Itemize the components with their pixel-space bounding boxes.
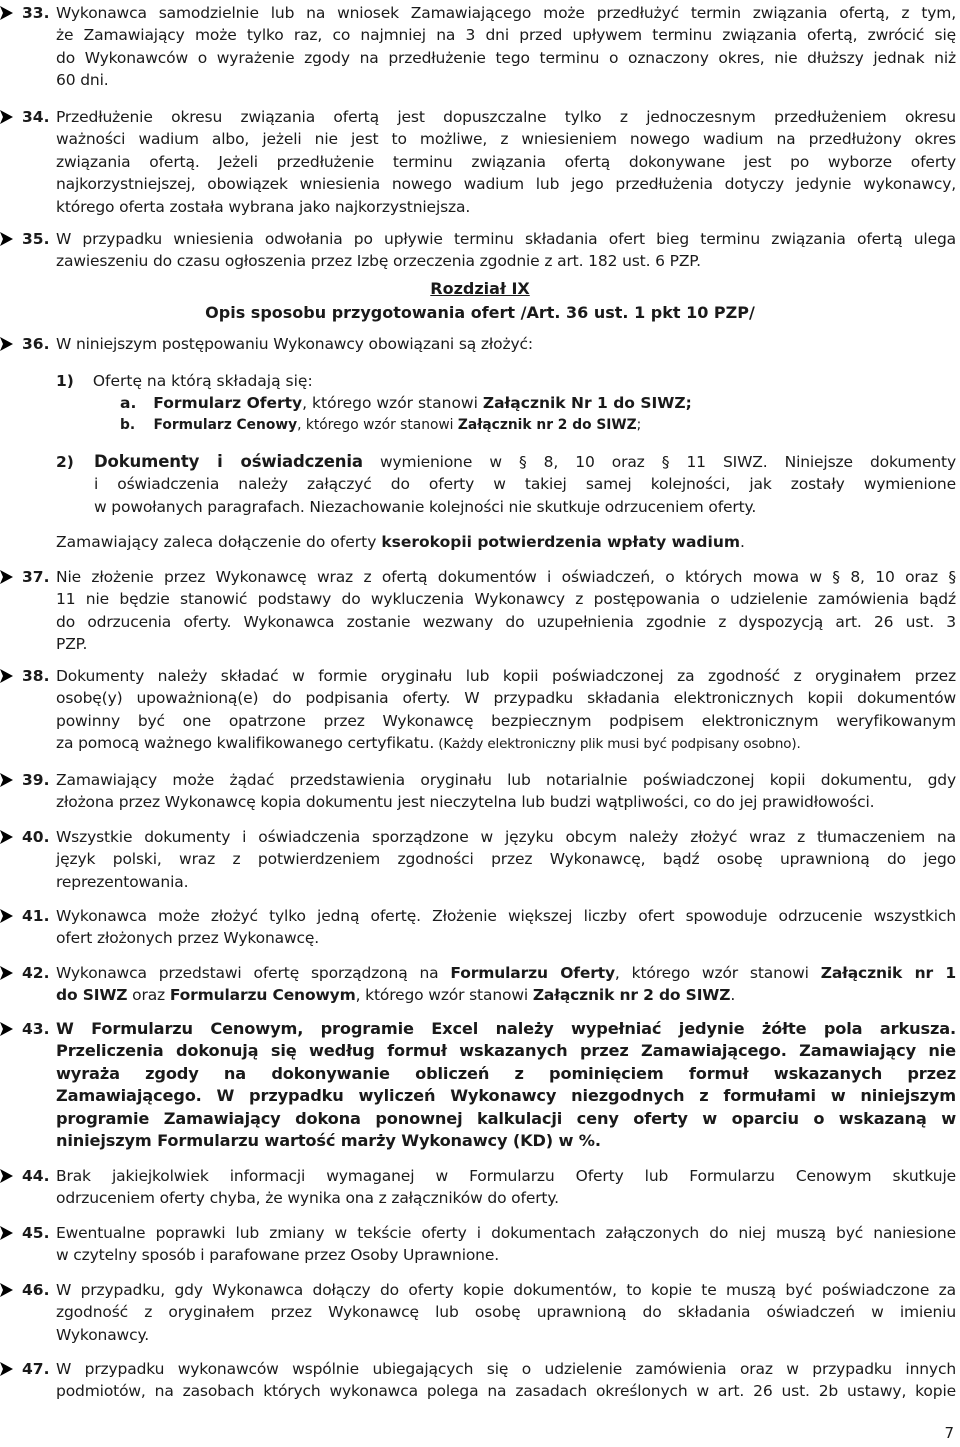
text-line: Przedłużenie okresu związania ofertą jest dopuszczalne tylko z jednoczesnym przedłużeniem okresu bbox=[56, 108, 956, 126]
paragraph-text bbox=[56, 1018, 956, 1152]
text-line: Wykonawca samodzielnie lub na wniosek Zamawiającego może przedłużyć termin związania ofertą, z tym, bbox=[56, 4, 956, 22]
text-line: zgodność z oryginałem przez Wykonawcę lub osobę uprawnioną do składania oświadczeń w imieniu bbox=[56, 1303, 956, 1322]
paragraph-text bbox=[56, 566, 956, 656]
text: . bbox=[740, 533, 745, 551]
text-line: 11 nie będzie stanowić podstawy do wykluczenia Wykonawcy z postępowania o udzielenie zamówienia bądź bbox=[56, 590, 956, 609]
paragraph-number: 38. bbox=[22, 667, 50, 685]
bold-text: Załącznik nr 2 do SIWZ bbox=[532, 986, 731, 1005]
paragraph-text bbox=[56, 333, 956, 355]
text-line: złożona przez Wykonawcę kopia dokumentu jest nieczytelna lub budzi wątpliwości, co do jej prawidłowości. bbox=[56, 793, 875, 812]
text-line: którego oferta została wybrana jako najkorzystniejsza. bbox=[56, 197, 471, 216]
text: , którego wzór stanowi bbox=[614, 964, 821, 982]
text-line bbox=[56, 984, 956, 1006]
text: oraz bbox=[127, 986, 170, 1005]
bold-text: Formularzu Oferty bbox=[450, 964, 615, 982]
text-line: niniejszym Formularzu wartość marży Wykonawcy (KD) w %. bbox=[56, 1131, 601, 1151]
text-line: Dokumenty należy składać w formie oryginału lub kopii poświadczonej za zgodność z oryginałem przez bbox=[56, 667, 956, 685]
paragraph-number: 47. bbox=[22, 1360, 50, 1378]
list-text: Załącznik nr 2 do SIWZ bbox=[457, 417, 637, 433]
text-line: Wszystkie dokumenty i oświadczenia sporządzone w języku obcym należy złożyć wraz z tłumaczeniem na bbox=[56, 828, 956, 846]
bullet-arrow-icon bbox=[0, 1168, 14, 1186]
text-line: ważności wadium albo, jeżeli nie jest to możliwe, z wniesieniem nowego wadium na przedłużony okres bbox=[56, 130, 956, 149]
text-line: w czytelny sposób i parafowane przez Osoby Uprawnione. bbox=[56, 1246, 500, 1265]
paragraph-text bbox=[56, 228, 956, 273]
bold-text: Załącznik nr 1 bbox=[820, 964, 956, 982]
bullet-arrow-icon bbox=[0, 829, 14, 847]
bullet-arrow-icon bbox=[0, 1282, 14, 1300]
paragraph-number: 43. bbox=[22, 1020, 50, 1038]
list-text: Załącznik Nr 1 do SIWZ; bbox=[482, 394, 692, 412]
paragraph-number: 33. bbox=[22, 4, 50, 22]
text-line: do Wykonawców o wyrażenie zgody na przedłużenie tego terminu o oznaczony okres, nie dłuższy jednak niż bbox=[56, 48, 956, 67]
text-line: Nie złożenie przez Wykonawcę wraz z ofertą dokumentów i oświadczeń, o których mowa w § 8, 10 oraz § bbox=[56, 568, 956, 586]
bullet-arrow-icon bbox=[0, 1361, 14, 1379]
chapter-subtitle: Opis sposobu przygotowania ofert /Art. 36 ust. 1 pkt 10 PZP/ bbox=[205, 303, 755, 322]
paragraph-text bbox=[56, 1222, 956, 1267]
text-line: Wykonawcy. bbox=[56, 1325, 150, 1344]
text-line: i oświadczenia należy załączyć do oferty w takiej samej kolejności, jak zostały wymienione bbox=[94, 475, 956, 494]
text-line: reprezentowania. bbox=[56, 872, 189, 891]
text-line: programie Zamawiający dokona ponownej kalkulacji ceny oferty w oparciu o wskazaną w bbox=[56, 1108, 956, 1128]
paragraph-text bbox=[56, 826, 956, 893]
paragraph-text bbox=[56, 1279, 956, 1346]
text-line: najkorzystniejszej, obowiązek wniesienia nowego wadium lub jego przedłużenia dotyczy jedynie wykonawcy, bbox=[56, 175, 956, 194]
bullet-arrow-icon bbox=[0, 5, 14, 23]
text-line: podmiotów, na zasobach których wykonawca polega na zasadach określonych w art. 26 ust. 2b ustawy, kopie bbox=[56, 1382, 956, 1401]
list-item-1 bbox=[56, 370, 313, 392]
text-line: w powołanych paragrafach. Niezachowanie kolejności nie skutkuje odrzuceniem oferty. bbox=[94, 497, 757, 516]
text-line: Zamawiającego. W przypadku wyliczeń Wykonawcy niezgodnych z formułami w niniejszym bbox=[56, 1086, 956, 1106]
bold-text: Dokumenty i oświadczenia bbox=[94, 452, 363, 471]
list-letter: b. bbox=[120, 417, 136, 433]
bullet-arrow-icon bbox=[0, 1021, 14, 1039]
list-letter: a. bbox=[120, 394, 137, 412]
bold-text: do SIWZ bbox=[56, 986, 128, 1005]
paragraph-text bbox=[56, 905, 956, 950]
bullet-arrow-icon bbox=[0, 231, 14, 249]
bullet-arrow-icon bbox=[0, 908, 14, 926]
text-line: Przeliczenia dokonują się według formuł wskazanych przez Zamawiającego. Zamawiający nie bbox=[56, 1041, 956, 1061]
text-line: że Zamawiający może tylko raz, co najmniej na 3 dni przed upływem terminu związania ofertą, zwrócić się bbox=[56, 26, 956, 45]
text-line: 60 dni. bbox=[56, 71, 109, 90]
paragraph-number: 44. bbox=[22, 1167, 50, 1185]
bullet-arrow-icon bbox=[0, 668, 14, 686]
text-line: związania ofertą. Jeżeli przedłużenie terminu związania ofertą dokonywane jest po wyborze oferty bbox=[56, 152, 956, 171]
text-line: zawieszeniu do czasu ogłoszenia przez Izbę orzeczenia zgodnie z art. 182 ust. 6 PZP. bbox=[56, 252, 701, 271]
bold-text: kserokopii potwierdzenia wpłaty wadium bbox=[381, 533, 741, 551]
list-text: Ofertę na którą składają się: bbox=[92, 372, 313, 390]
list-item-2-text bbox=[94, 451, 956, 518]
text-line: język polski, wraz z potwierdzeniem zgodności przez Wykonawcę, bądź osobę uprawnioną do jego bbox=[56, 850, 956, 869]
bullet-arrow-icon bbox=[0, 965, 14, 983]
small-note: (Każdy elektroniczny plik musi być podpisany osobno). bbox=[434, 736, 801, 753]
text-line: Zamawiający może żądać przedstawienia oryginału lub notarialnie poświadczonej kopii dokumentu, gdy bbox=[56, 771, 956, 789]
text-line: wyraża zgody na dokonywanie obliczeń z pominięciem formuł wskazanych przez bbox=[56, 1063, 956, 1083]
text-line: powinny być one opatrzone przez Wykonawcę bezpiecznym podpisem elektronicznym weryfikowanym bbox=[56, 711, 956, 730]
text-line: W Formularzu Cenowym, programie Excel należy wypełniać jedynie żółte pola arkusza. bbox=[56, 1019, 956, 1038]
paragraph-number: 35. bbox=[22, 230, 50, 248]
list-text: Formularz Oferty bbox=[153, 394, 303, 412]
text: Wykonawca przedstawi ofertę sporządzoną na bbox=[56, 964, 451, 982]
list-item-a bbox=[120, 392, 692, 414]
text-line bbox=[94, 451, 956, 473]
text-line: Wykonawca może złożyć tylko jedną ofertę. Złożenie większej liczby ofert spowoduje odrzucenie wszystkich bbox=[56, 907, 956, 925]
text-line: W przypadku wniesienia odwołania po upływie terminu składania ofert bieg terminu związania ofertą ulega bbox=[56, 230, 956, 248]
text-line bbox=[56, 962, 956, 984]
bold-text: Formularzu Cenowym bbox=[169, 986, 356, 1005]
text-line bbox=[56, 732, 956, 755]
paragraph-text bbox=[56, 665, 956, 756]
paragraph-number: 39. bbox=[22, 771, 50, 789]
list-text: , którego wzór stanowi bbox=[297, 417, 458, 433]
bullet-arrow-icon bbox=[0, 569, 14, 587]
paragraph-text bbox=[56, 1165, 956, 1210]
paragraph-number: 34. bbox=[22, 108, 50, 126]
text-line: W niniejszym postępowaniu Wykonawcy obowiązani są złożyć: bbox=[56, 335, 533, 353]
paragraph-number: 37. bbox=[22, 568, 50, 586]
text: wymienione w § 8, 10 oraz § 11 SIWZ. Niniejsze dokumenty bbox=[362, 453, 956, 471]
note-line bbox=[56, 531, 745, 553]
paragraph-number: 40. bbox=[22, 828, 50, 846]
list-item-b bbox=[120, 414, 641, 436]
text-line: odrzuceniem oferty chyba, że wynika ona z załączników do oferty. bbox=[56, 1189, 559, 1208]
paragraph-number: 42. bbox=[22, 964, 50, 982]
bullet-arrow-icon bbox=[0, 336, 14, 354]
paragraph-text bbox=[56, 962, 956, 1007]
text-line: Brak jakiejkolwiek informacji wymaganej w Formularzu Oferty lub Formularzu Cenowym skutkuje bbox=[56, 1167, 956, 1185]
list-text: , którego wzór stanowi bbox=[302, 394, 483, 412]
paragraph-number: 45. bbox=[22, 1224, 50, 1242]
text-line: PZP. bbox=[56, 635, 88, 654]
bullet-arrow-icon bbox=[0, 1225, 14, 1243]
list-text: ; bbox=[636, 417, 642, 433]
text-line: Ewentualne poprawki lub zmiany w tekście oferty i dokumentach załączonych do niej muszą być naniesione bbox=[56, 1224, 956, 1242]
text: za pomocą ważnego kwalifikowanego certyfikatu. bbox=[56, 734, 435, 753]
paragraph-number: 46. bbox=[22, 1281, 50, 1299]
text: . bbox=[730, 986, 736, 1005]
list-item-2 bbox=[56, 451, 74, 473]
text-line: osobę(y) upoważnioną(e) do podpisania oferty. W przypadku składania elektronicznych kopii dokumentów bbox=[56, 689, 956, 708]
text: , którego wzór stanowi bbox=[355, 986, 533, 1005]
paragraph-text bbox=[56, 1358, 956, 1403]
chapter-title: Rozdział IX bbox=[430, 279, 530, 298]
paragraph-number: 36. bbox=[22, 335, 50, 353]
list-number: 2) bbox=[56, 453, 74, 471]
text-line: W przypadku, gdy Wykonawca dołączy do oferty kopie dokumentów, to kopie te muszą być poświadczone za bbox=[56, 1281, 956, 1299]
text-line: ofert złożonych przez Wykonawcę. bbox=[56, 929, 320, 948]
bullet-arrow-icon bbox=[0, 109, 14, 127]
list-text: Formularz Cenowy bbox=[153, 417, 298, 433]
list-number: 1) bbox=[56, 372, 74, 390]
text-line: W przypadku wykonawców wspólnie ubiegających się o udzielenie zamówienia oraz w przypadku innych bbox=[56, 1360, 956, 1378]
text: Zamawiający zaleca dołączenie do oferty bbox=[56, 533, 382, 551]
page-number: 7 bbox=[944, 1424, 954, 1442]
paragraph-number: 41. bbox=[22, 907, 50, 925]
chapter-heading bbox=[0, 277, 960, 325]
bullet-arrow-icon bbox=[0, 772, 14, 790]
paragraph-text bbox=[56, 769, 956, 814]
paragraph-text bbox=[56, 106, 956, 218]
paragraph-text bbox=[56, 2, 956, 92]
text-line: do odrzucenia oferty. Wykonawca zostanie wezwany do uzupełnienia zgodnie z dyspozycją art. 26 ust. 3 bbox=[56, 612, 956, 631]
